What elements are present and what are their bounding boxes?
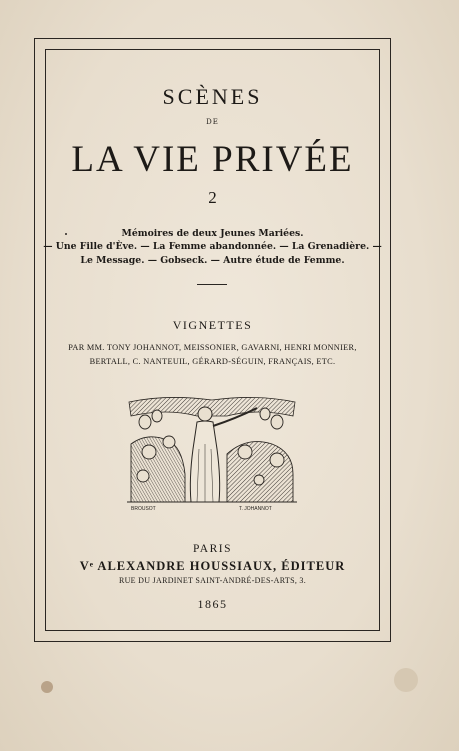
vignette-signature-left: BROUSOT	[131, 506, 156, 512]
separator-rule	[197, 284, 227, 285]
paper-stain	[41, 681, 53, 693]
contents-line-1: Mémoires de deux Jeunes Mariées.	[121, 228, 304, 239]
contents-line-2: — Une Fille d'Ève. — La Femme abandonnée. — La Grenadière. —	[43, 241, 382, 252]
title-de: DE	[206, 118, 219, 126]
vignette-signature-right: T. JOHANNOT	[239, 506, 272, 512]
vignettes-heading: VIGNETTES	[172, 318, 253, 332]
imprint-address: RUE DU JARDINET SAINT-ANDRÉ-DES-ARTS, 3.	[118, 576, 307, 585]
engraved-vignette	[127, 394, 297, 512]
artists-line-1: PAR MM. TONY JOHANNOT, MEISSONIER, GAVARNI, HENRI MONNIER,	[68, 343, 357, 352]
volume-number: 2	[208, 188, 217, 207]
contents-line-3: Le Message. — Gobseck. — Autre étude de Femme.	[80, 255, 345, 266]
title-scenes: SCÈNES	[162, 84, 263, 109]
imprint-publisher: Vᵉ ALEXANDRE HOUSSIAUX, ÉDITEUR	[79, 559, 346, 573]
paper-stain	[394, 668, 418, 692]
imprint-year: 1865	[197, 597, 228, 611]
imprint-city: PARIS	[192, 543, 233, 555]
main-title: LA VIE PRIVÉE	[71, 139, 354, 180]
artists-line-2: BERTALL, C. NANTEUIL, GÉRARD-SÉGUIN, FRANÇAIS, ETC.	[89, 357, 336, 366]
